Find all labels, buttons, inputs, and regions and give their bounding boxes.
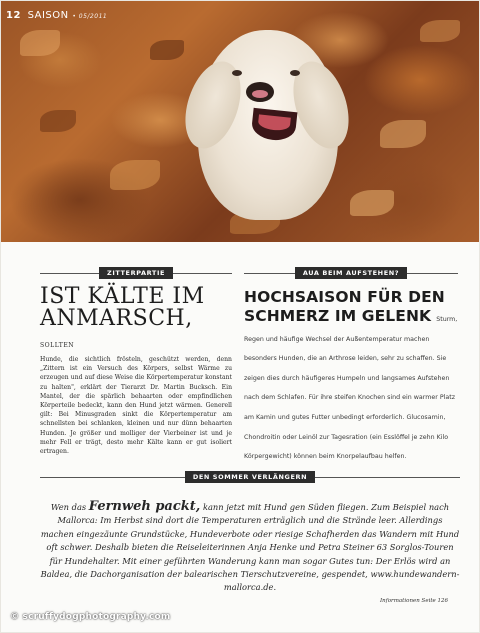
bottom-body: kann jetzt mit Hund gen Süden fliegen. Zum Beispiel nach Mallorca: Im Herbst sind dort die Temperaturen erträglich und die Strände leer. Allerdings machen eingezäunte Grundstücke, Hundeverbote oder riesige Schafherden das Wandern mit Hund oft schwer. Deshalb bieten die Reiseleiterinnen Anja Henke und Petra Steiner 63 Sorglos-Touren für Hundehalter. Mit einer geführten Wanderung kann man sogar Gutes tun: Der Erlös wird an Baldea, die Dachorganisation der balearischen Tierschutzvereine, gespendet, www.hundewandern-mallorca.de. [40, 502, 460, 593]
article-title: HOCHSAISON FÜR DEN SCHMERZ IM GELENK [244, 288, 445, 325]
title-continuation: SOLLTEN [40, 342, 75, 349]
article-body: Hunde, die sichtlich frösteln, geschützt werden, denn „Zittern ist ein Versuch des Körpers, selbst Wärme zu erzeugen und auf diese Weise die Körpertemperatur konstant zu halten", erklärt der Tierarzt Dr. Martin Bucksch. Ein Mantel, der die spärlich behaarten oder empfindlichen Körperteile bedeckt, kann den Hund jetzt wärmen. Generell gilt: Bei Minusgraden sinkt die Körpertemperatur am schnellsten bei schlanken, kleinen und nur dünn behaarten Hunden. Je größer und molliger der Vierbeiner ist und je mehr Fell er trägt, desto mehr Kälte kann er gut isoliert ertragen. [40, 356, 232, 456]
title-line: ANMARSCH, [40, 306, 193, 331]
lead-text: Wen das [50, 502, 87, 512]
title-line: IST KÄLTE IM [40, 284, 205, 309]
section-name: SAISON [27, 10, 69, 21]
section-label: AUA BEIM AUFSTEHEN? [295, 267, 407, 279]
section-label: ZITTERPARTIE [99, 267, 173, 279]
section-label: DEN SOMMER VERLÄNGERN [185, 471, 315, 483]
article-body: Sturm, Regen und häufige Wechsel der Außentemperatur machen besonders Hunden, die an Arthrose leiden, sehr zu schaffen. Sie zeigen dies durch häufigeres Humpeln und langsames Aufstehen nach dem Schlafen. Für ihre steifen Knochen sind ein warmer Platz am Kamin und gutes Futter unbedingt erforderlich. Glucosamin, Chondroitin oder Leinöl zur Tagesration (ein Esslöffel je zehn Kilo Körpergewicht) können beim Knorpelaufbau helfen. [244, 316, 458, 461]
photo-credit: © scruffydogphotography.com [10, 612, 171, 622]
highlight-text: Fernweh packt, [88, 499, 201, 514]
page-number: 12 [6, 10, 21, 21]
info-reference: Informationen Seite 126 [380, 598, 449, 604]
issue-date: • 05/2011 [72, 13, 108, 20]
